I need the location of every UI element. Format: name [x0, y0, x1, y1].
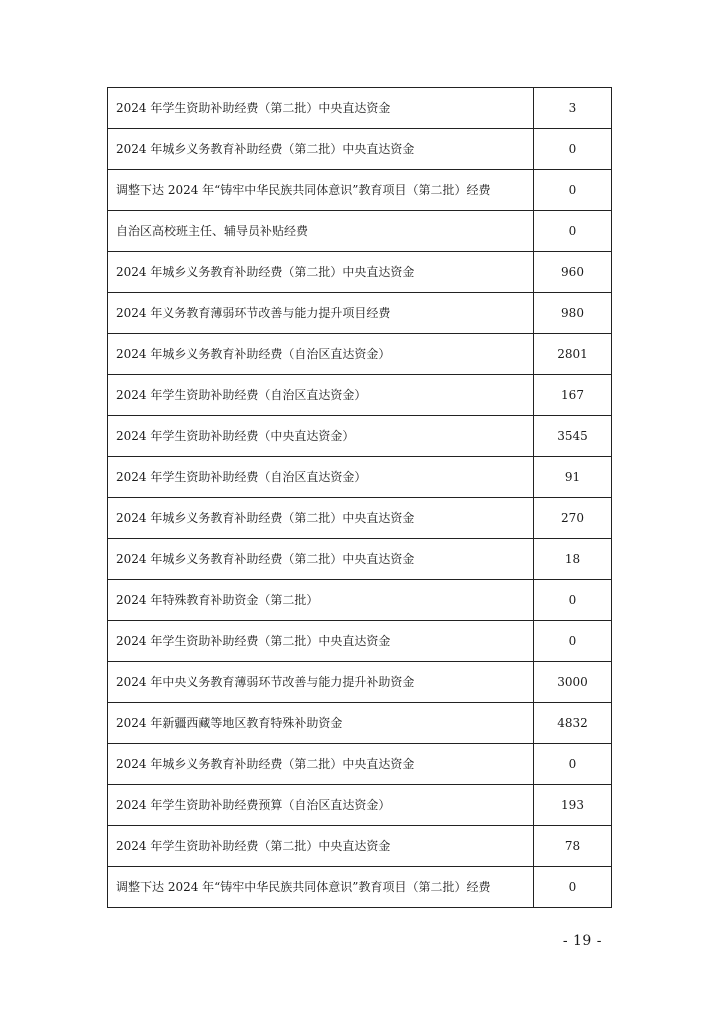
amount-cell: 0 — [534, 744, 612, 785]
item-name-cell: 2024 年学生资助补助经费预算（自治区直达资金） — [108, 785, 534, 826]
item-name-cell: 2024 年城乡义务教育补助经费（第二批）中央直达资金 — [108, 744, 534, 785]
table-row — [108, 662, 612, 703]
amount-cell: 0 — [534, 580, 612, 621]
amount-cell: 0 — [534, 170, 612, 211]
amount-cell: 2801 — [534, 334, 612, 375]
table-row — [108, 375, 612, 416]
item-name-cell: 2024 年特殊教育补助资金（第二批） — [108, 580, 534, 621]
table-row — [108, 88, 612, 129]
amount-cell: 18 — [534, 539, 612, 580]
amount-cell: 960 — [534, 252, 612, 293]
item-name-cell: 2024 年城乡义务教育补助经费（第二批）中央直达资金 — [108, 498, 534, 539]
table-row — [108, 867, 612, 908]
item-name-cell: 2024 年城乡义务教育补助经费（第二批）中央直达资金 — [108, 252, 534, 293]
table-row — [108, 826, 612, 867]
amount-cell: 3545 — [534, 416, 612, 457]
amount-cell: 0 — [534, 621, 612, 662]
table-row — [108, 744, 612, 785]
table-row — [108, 785, 612, 826]
amount-cell: 167 — [534, 375, 612, 416]
item-name-cell: 2024 年新疆西藏等地区教育特殊补助资金 — [108, 703, 534, 744]
amount-cell: 4832 — [534, 703, 612, 744]
item-name-cell: 2024 年学生资助补助经费（第二批）中央直达资金 — [108, 621, 534, 662]
item-name-cell: 2024 年学生资助补助经费（第二批）中央直达资金 — [108, 88, 534, 129]
table-row — [108, 211, 612, 252]
item-name-cell: 2024 年义务教育薄弱环节改善与能力提升项目经费 — [108, 293, 534, 334]
item-name-cell: 2024 年城乡义务教育补助经费（第二批）中央直达资金 — [108, 539, 534, 580]
table-row — [108, 416, 612, 457]
item-name-cell: 2024 年中央义务教育薄弱环节改善与能力提升补助资金 — [108, 662, 534, 703]
amount-cell: 980 — [534, 293, 612, 334]
table-row — [108, 293, 612, 334]
item-name-cell: 调整下达 2024 年“铸牢中华民族共同体意识”教育项目（第二批）经费 — [108, 170, 534, 211]
table-row — [108, 703, 612, 744]
amount-cell: 0 — [534, 211, 612, 252]
table-row — [108, 457, 612, 498]
item-name-cell: 2024 年城乡义务教育补助经费（第二批）中央直达资金 — [108, 129, 534, 170]
amount-cell: 0 — [534, 867, 612, 908]
funding-table-body — [108, 88, 612, 908]
amount-cell: 0 — [534, 129, 612, 170]
item-name-cell: 2024 年学生资助补助经费（中央直达资金） — [108, 416, 534, 457]
table-row — [108, 170, 612, 211]
item-name-cell: 2024 年学生资助补助经费（自治区直达资金） — [108, 375, 534, 416]
table-row — [108, 334, 612, 375]
amount-cell: 270 — [534, 498, 612, 539]
item-name-cell: 自治区高校班主任、辅导员补贴经费 — [108, 211, 534, 252]
amount-cell: 3000 — [534, 662, 612, 703]
item-name-cell: 2024 年学生资助补助经费（自治区直达资金） — [108, 457, 534, 498]
funding-table — [107, 87, 612, 908]
table-row — [108, 539, 612, 580]
item-name-cell: 调整下达 2024 年“铸牢中华民族共同体意识”教育项目（第二批）经费 — [108, 867, 534, 908]
item-name-cell: 2024 年学生资助补助经费（第二批）中央直达资金 — [108, 826, 534, 867]
amount-cell: 193 — [534, 785, 612, 826]
table-row — [108, 580, 612, 621]
amount-cell: 91 — [534, 457, 612, 498]
page-number: - 19 - — [562, 933, 602, 949]
amount-cell: 3 — [534, 88, 612, 129]
amount-cell: 78 — [534, 826, 612, 867]
table-row — [108, 498, 612, 539]
table-row — [108, 621, 612, 662]
item-name-cell: 2024 年城乡义务教育补助经费（自治区直达资金） — [108, 334, 534, 375]
table-row — [108, 252, 612, 293]
table-row — [108, 129, 612, 170]
